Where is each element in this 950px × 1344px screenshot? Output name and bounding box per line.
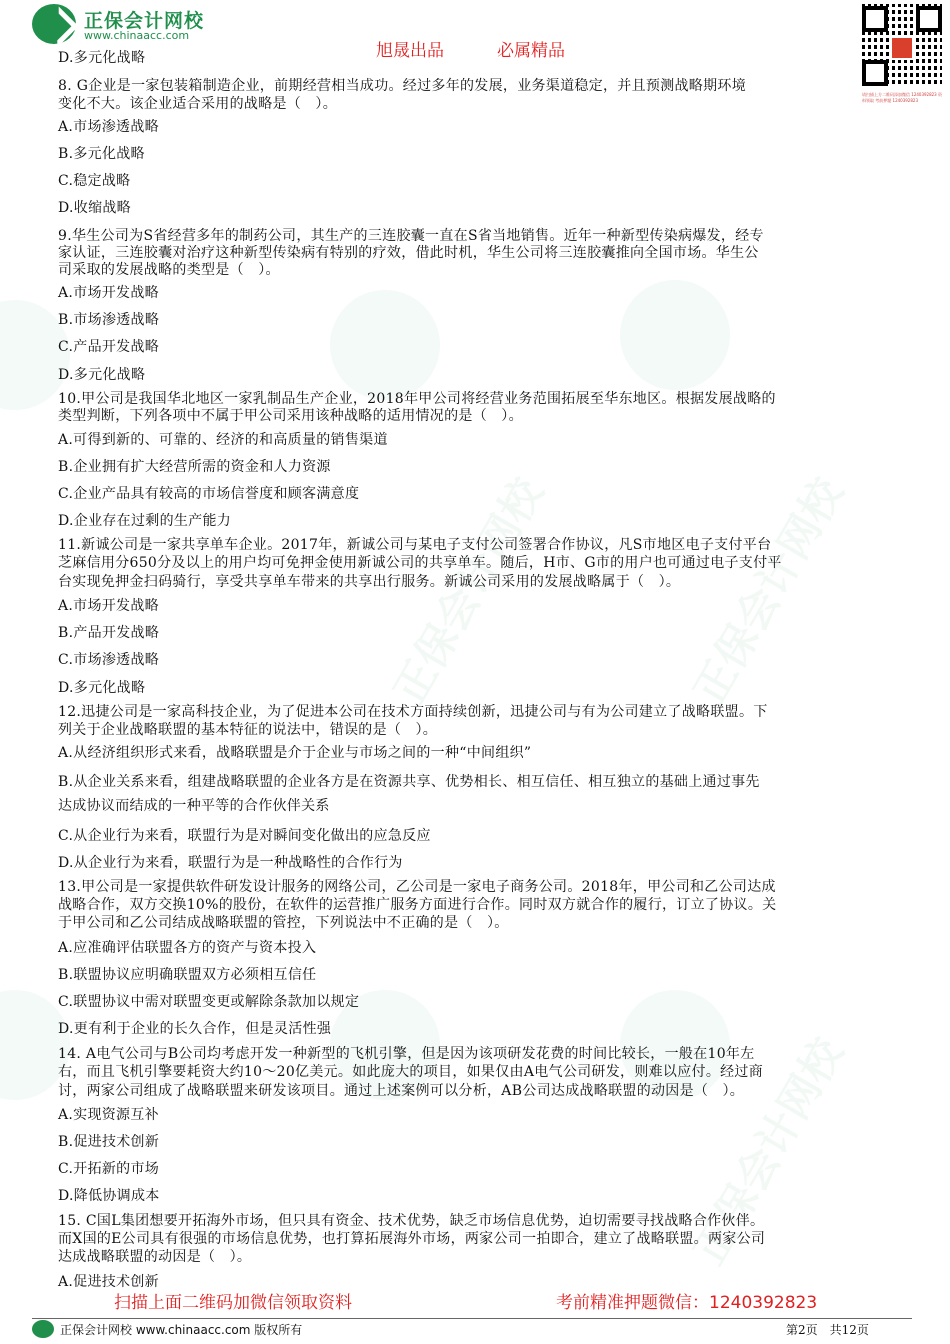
answer-option: D.多元化战略 <box>58 367 146 383</box>
answer-option: A.实现资源互补 <box>58 1107 159 1123</box>
question-text: 司采取的发展战略的类型是（ ）。 <box>58 262 280 278</box>
question-text: 8. G企业是一家包装箱制造企业，前期经营相当成功。经过多年的发展，业务渠道稳定，并且预测战略期环境 <box>58 78 746 94</box>
question-text: 于甲公司和乙公司结成战略联盟的管控，下列说法中不正确的是（ ）。 <box>58 915 509 931</box>
answer-option: C.开拓新的市场 <box>58 1161 160 1177</box>
footer-promo-left: 扫描上面二维码加微信领取资料 <box>114 1293 352 1313</box>
answer-option: C.产品开发战略 <box>58 339 160 355</box>
answer-option: D.企业存在过剩的生产能力 <box>58 513 232 529</box>
question-text: 台实现免押金扫码骑行，享受共享单车带来的共享出行服务。新诚公司采用的发展战略属于（ ）。 <box>58 574 681 590</box>
answer-option: A.可得到新的、可靠的、经济的和高质量的销售渠道 <box>58 432 388 448</box>
footer-promo-right: 考前精准押题微信：1240392823 <box>556 1293 818 1313</box>
question-text: 家认证，三连胶囊对治疗这种新型传染病有特别的疗效，借此时机，华生公司将三连胶囊推向全国市场。华生公 <box>58 245 759 261</box>
answer-option: D.更有利于企业的长久合作，但是灵活性强 <box>58 1021 332 1037</box>
answer-option: B.企业拥有扩大经营所需的资金和人力资源 <box>58 459 331 475</box>
logo-name: 正保会计网校 <box>84 10 205 32</box>
question-text: 达成协议而结成的一种平等的合作伙伴关系 <box>58 798 330 814</box>
answer-option: B.多元化战略 <box>58 146 145 162</box>
brand-logo[interactable] <box>32 4 282 44</box>
answer-option: B.促进技术创新 <box>58 1134 160 1150</box>
answer-option: D.降低协调成本 <box>58 1188 160 1204</box>
watermark-circle <box>620 280 730 390</box>
question-text: 芝麻信用分650分及以上的用户均可免押金使用新诚公司的共享单车。随后，H市、G市的用户也可通过电子支付平 <box>58 555 782 571</box>
answer-option: B.从企业关系来看，组建战略联盟的企业各方是在资源共享、优势相长、相互信任、相互独立的基础上通过事先 <box>58 774 760 790</box>
header-slogan-right: 必属精品 <box>497 41 565 61</box>
watermark-text: 正保会计网校 <box>683 469 853 713</box>
question-text: 15. C国L集团想要开拓海外市场，但只具有资金、技术优势，缺乏市场信息优势，迫切需要寻找战略合作伙伴。 <box>58 1213 765 1229</box>
answer-option: A.市场开发战略 <box>58 598 159 614</box>
footer-copyright: 正保会计网校 www.chinaacc.com 版权所有 <box>60 1323 303 1337</box>
qr-logo-icon <box>890 36 914 60</box>
question-text: 9.华生公司为S省经营多年的制药公司，其生产的三连胶囊一直在S省当地销售。近年一种新型传染病爆发，经专 <box>58 228 764 244</box>
question-text: 类型判断，下列各项中不属于甲公司采用该种战略的适用情况的是（ ）。 <box>58 408 523 424</box>
question-text: 14. A电气公司与B公司均考虑开发一种新型的飞机引擎，但是因为该项研发花费的时间比较长，一般在10年左 <box>58 1046 755 1062</box>
answer-option: C.稳定战略 <box>58 173 131 189</box>
answer-option: B.市场渗透战略 <box>58 312 160 328</box>
question-text: 13.甲公司是一家提供软件研发设计服务的网络公司，乙公司是一家电子商务公司。2018年，甲公司和乙公司达成 <box>58 879 776 895</box>
question-text: 而X国的E公司具有很强的市场信息优势，也打算拓展海外市场，两家公司一拍即合，建立了战略联盟。两家公司 <box>58 1231 766 1247</box>
answer-option: A.从经济组织形式来看，战略联盟是介于企业与市场之间的一种“中间组织” <box>58 745 532 761</box>
question-text: 达成战略联盟的动因是（ ）。 <box>58 1249 252 1265</box>
footer-logo-icon <box>32 1320 54 1338</box>
answer-option: C.从企业行为来看，联盟行为是对瞬间变化做出的应急反应 <box>58 828 431 844</box>
page-number: 第2页 共12页 <box>786 1323 869 1337</box>
question-text: 列关于企业战略联盟的基本特征的说法中，错误的是（ ）。 <box>58 722 438 738</box>
answer-option: C.联盟协议中需对联盟变更或解除条款加以规定 <box>58 994 360 1010</box>
header-slogan-left: 旭晟出品 <box>376 41 444 61</box>
answer-option: A.市场开发战略 <box>58 285 159 301</box>
qr-finder-icon <box>862 60 888 86</box>
answer-option: B.联盟协议应明确联盟双方必须相互信任 <box>58 967 317 983</box>
question-text: 右，而且飞机引擎要耗资大约10～20亿美元。如此庞大的项目，如果仅由A电气公司研发，则难以应付。经过商 <box>58 1064 764 1080</box>
watermark-text: 正保会计网校 <box>683 1029 853 1273</box>
answer-option: D.从企业行为来看，联盟行为是一种战略性的合作行为 <box>58 855 403 871</box>
answer-option: A.促进技术创新 <box>58 1274 159 1290</box>
answer-option: C.企业产品具有较高的市场信誉度和顾客满意度 <box>58 486 360 502</box>
logo-icon <box>32 4 76 44</box>
question-text: 11.新诚公司是一家共享单车企业。2017年，新诚公司与某电子支付公司签署合作协议，凡S市地区电子支付平台 <box>58 537 772 553</box>
question-text: 讨，两家公司组成了战略联盟来研发该项目。通过上述案例可以分析，AB公司达成战略联盟的动因是（ ）。 <box>58 1083 745 1099</box>
question-text: 10.甲公司是我国华北地区一家乳制品生产企业，2018年甲公司将经营业务范围拓展至华东地区。根据发展战略的 <box>58 391 776 407</box>
question-text: 战略合作，双方交换10%的股份，在软件的运营推广服务方面进行合作。同时双方就合作的履行，订立了协议。关 <box>58 897 777 913</box>
answer-option: D.收缩战略 <box>58 200 131 216</box>
question-text: 12.迅捷公司是一家高科技企业，为了促进本公司在技术方面持续创新，迅捷公司与有为公司建立了战略联盟。下 <box>58 704 768 720</box>
answer-option: B.产品开发战略 <box>58 625 160 641</box>
footer-divider <box>32 1318 912 1319</box>
answer-option: D.多元化战略 <box>58 50 146 66</box>
watermark-text: 正保会计网校 <box>383 469 553 713</box>
logo-url: www.chinaacc.com <box>84 29 190 42</box>
answer-option: C.市场渗透战略 <box>58 652 160 668</box>
qr-finder-icon <box>862 6 888 32</box>
answer-option: A.应准确评估联盟各方的资产与资本投入 <box>58 940 317 956</box>
qr-caption: 请扫描上方二维码添加微信 1240392823 资料领取 考前押题 1240392823 <box>862 92 942 103</box>
question-text: 变化不大。该企业适合采用的战略是（ ）。 <box>58 96 337 112</box>
qr-finder-icon <box>916 6 942 32</box>
answer-option: D.多元化战略 <box>58 680 146 696</box>
watermark-circle <box>330 290 440 400</box>
answer-option: A.市场渗透战略 <box>58 119 159 135</box>
